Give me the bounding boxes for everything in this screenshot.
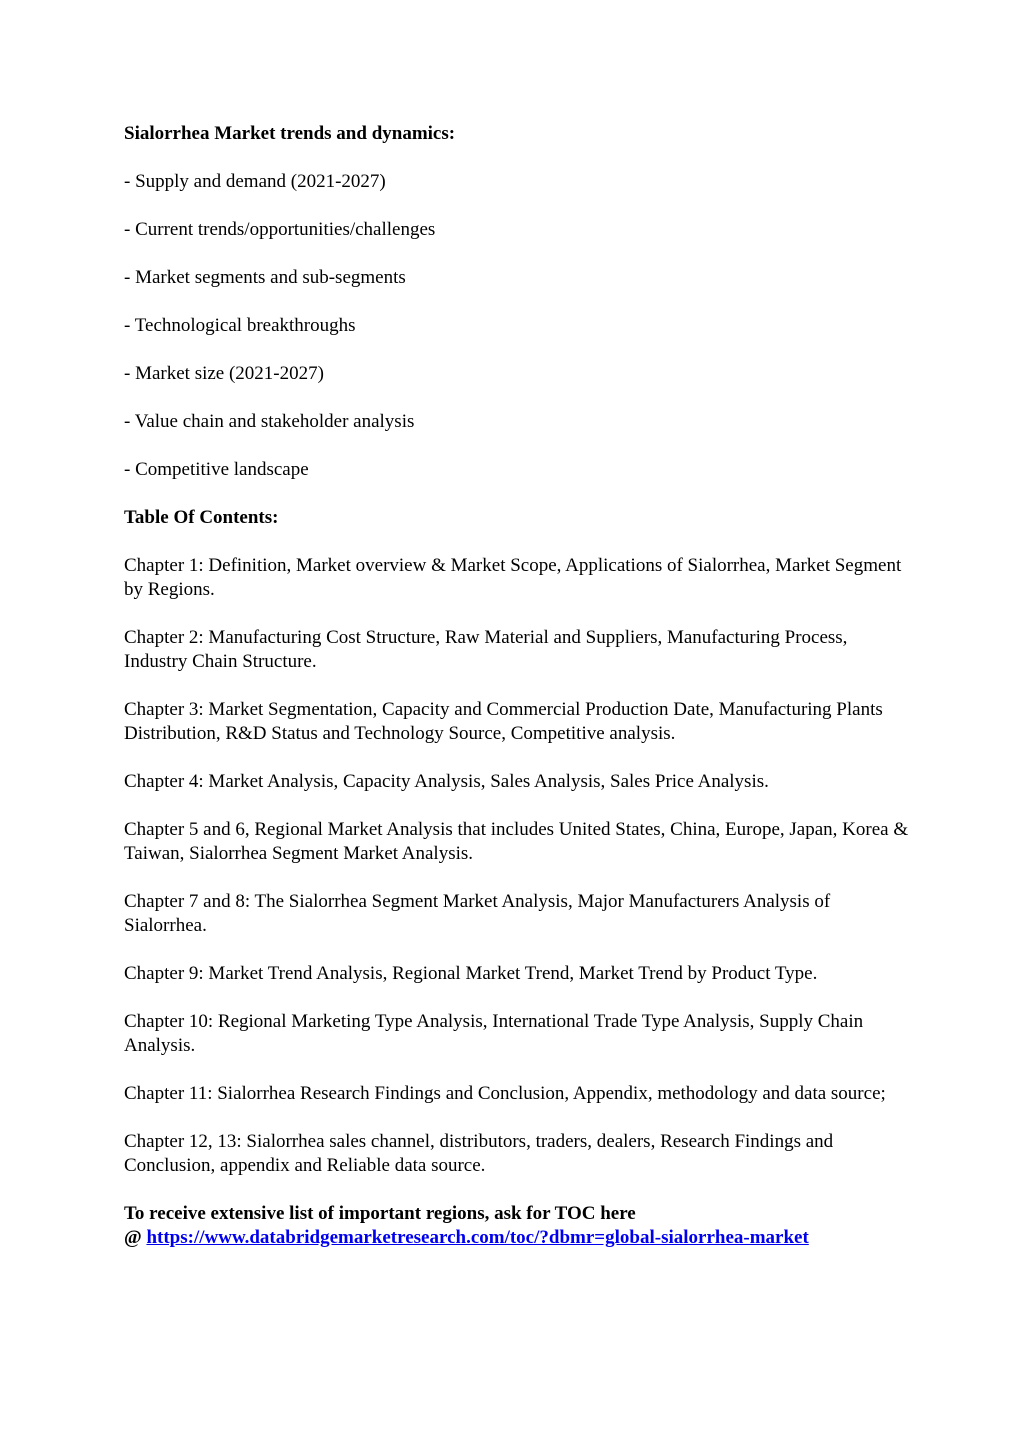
trends-heading: Sialorrhea Market trends and dynamics: xyxy=(124,123,456,144)
trend-item: - Supply and demand (2021-2027) xyxy=(124,171,386,192)
trend-item: - Market size (2021-2027) xyxy=(124,363,324,384)
toc-heading: Table Of Contents: xyxy=(124,507,279,528)
trend-item: - Value chain and stakeholder analysis xyxy=(124,411,415,432)
trend-item: - Market segments and sub-segments xyxy=(124,267,406,288)
toc-chapter: Chapter 2: Manufacturing Cost Structure, Raw Material and Suppliers, Manufacturing Process, Industry Chain Structure. xyxy=(124,627,848,672)
toc-chapter: Chapter 3: Market Segmentation, Capacity and Commercial Production Date, Manufacturing Plants Distribution, R&D Status and Technology Source, Competitive analysis. xyxy=(124,699,883,744)
toc-link-prefix: @ xyxy=(124,1227,147,1248)
toc-request-text: To receive extensive list of important regions, ask for TOC here xyxy=(124,1203,636,1224)
document-page xyxy=(124,122,914,1250)
toc-request-block xyxy=(124,1202,914,1250)
toc-chapter: Chapter 5 and 6, Regional Market Analysis that includes United States, China, Europe, Japan, Korea & Taiwan, Sialorrhea Segment Market Analysis. xyxy=(124,819,909,864)
toc-chapter: Chapter 12, 13: Sialorrhea sales channel, distributors, traders, dealers, Research Findings and Conclusion, appendix and Reliable data source. xyxy=(124,1131,834,1176)
toc-request-link[interactable]: https://www.databridgemarketresearch.com/toc/?dbmr=global-sialorrhea-market xyxy=(146,1227,809,1248)
toc-chapter: Chapter 11: Sialorrhea Research Findings and Conclusion, Appendix, methodology and data source; xyxy=(124,1083,886,1104)
trend-item: - Technological breakthroughs xyxy=(124,315,356,336)
toc-chapter: Chapter 10: Regional Marketing Type Analysis, International Trade Type Analysis, Supply Chain Analysis. xyxy=(124,1011,864,1056)
toc-chapter: Chapter 1: Definition, Market overview & Market Scope, Applications of Sialorrhea, Market Segment by Regions. xyxy=(124,555,902,600)
toc-chapter: Chapter 4: Market Analysis, Capacity Analysis, Sales Analysis, Sales Price Analysis. xyxy=(124,771,769,792)
trend-item: - Competitive landscape xyxy=(124,459,309,480)
toc-chapter: Chapter 9: Market Trend Analysis, Regional Market Trend, Market Trend by Product Type. xyxy=(124,963,818,984)
toc-chapter: Chapter 7 and 8: The Sialorrhea Segment Market Analysis, Major Manufacturers Analysis of Sialorrhea. xyxy=(124,891,831,936)
trend-item: - Current trends/opportunities/challenges xyxy=(124,219,436,240)
